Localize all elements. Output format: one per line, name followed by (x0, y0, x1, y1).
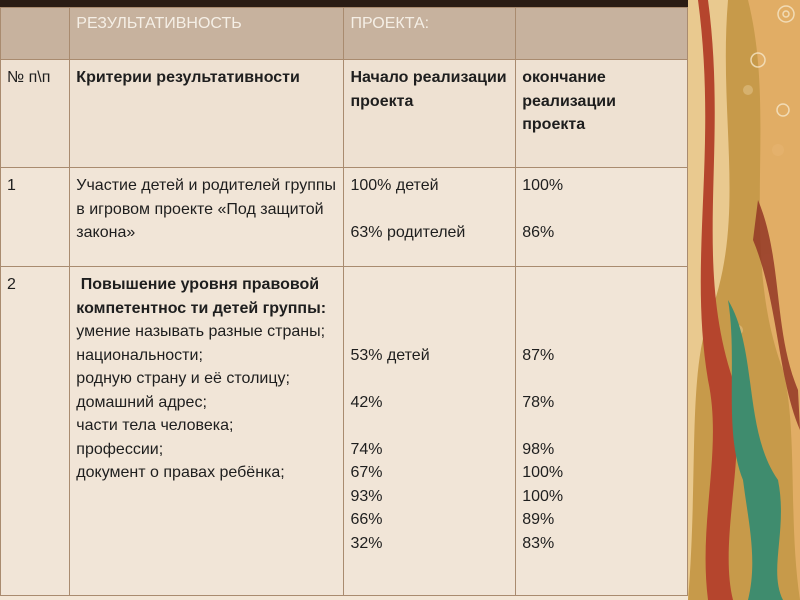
header-title-part1: РЕЗУЛЬТАТИВНОСТЬ (70, 8, 344, 60)
start-value: 66% (350, 511, 383, 528)
column-header-num: № п\п (1, 60, 70, 168)
end-value: 83% (522, 534, 555, 552)
criteria-item: профессии; (76, 440, 164, 458)
row-end-values (516, 267, 688, 596)
row-start-values (344, 267, 516, 596)
end-value: 100% (522, 177, 564, 194)
start-value: 32% (350, 534, 383, 552)
end-value: 87% (522, 346, 555, 364)
start-value: 63% родителей (350, 224, 466, 241)
end-value: 100% (522, 464, 564, 481)
table-row (1, 267, 688, 596)
top-dark-strip (0, 0, 690, 7)
table-row (1, 168, 688, 267)
row-start-values (344, 168, 516, 267)
start-value: 93% (350, 487, 383, 505)
row-end-values (516, 168, 688, 267)
criteria-item: документ о правах ребёнка; (76, 464, 285, 481)
criteria-item: родную страну и её столицу; (76, 370, 290, 387)
table-header-row (1, 8, 688, 60)
end-value: 100% (522, 487, 564, 505)
decorative-side-panel (688, 0, 800, 600)
header-empty-cell (1, 8, 70, 60)
header-empty-cell-end (516, 8, 688, 60)
column-header-end: окончание реализации проекта (516, 60, 688, 168)
criteria-item: умение называть разные страны; (76, 323, 326, 340)
end-value: 78% (522, 393, 555, 411)
start-value: 42% (350, 393, 383, 411)
start-value: 67% (350, 464, 383, 481)
start-value: 100% детей (350, 177, 439, 194)
header-title-part2: ПРОЕКТА: (344, 8, 516, 60)
criteria-item: национальности; (76, 346, 203, 364)
row-criteria: Участие детей и родителей группы в игровом проекте «Под защитой закона» (70, 168, 344, 267)
start-value: 53% детей (350, 346, 430, 364)
column-header-start: Начало реализации проекта (344, 60, 516, 168)
end-value: 89% (522, 511, 555, 528)
start-value: 74% (350, 440, 383, 458)
criteria-item: части тела человека; (76, 417, 234, 434)
end-value: 86% (522, 224, 555, 241)
row-number: 1 (1, 168, 70, 267)
criteria-title: Повышение уровня правовой компетентнос ти детей группы: (76, 276, 327, 317)
results-table (0, 7, 688, 596)
decorative-swirl-graphic (688, 0, 800, 600)
column-headers-row (1, 60, 688, 168)
criteria-item: домашний адрес; (76, 393, 207, 411)
column-header-criteria: Критерии результативности (70, 60, 344, 168)
row-number: 2 (1, 267, 70, 596)
row-criteria (70, 267, 344, 596)
end-value: 98% (522, 440, 555, 458)
